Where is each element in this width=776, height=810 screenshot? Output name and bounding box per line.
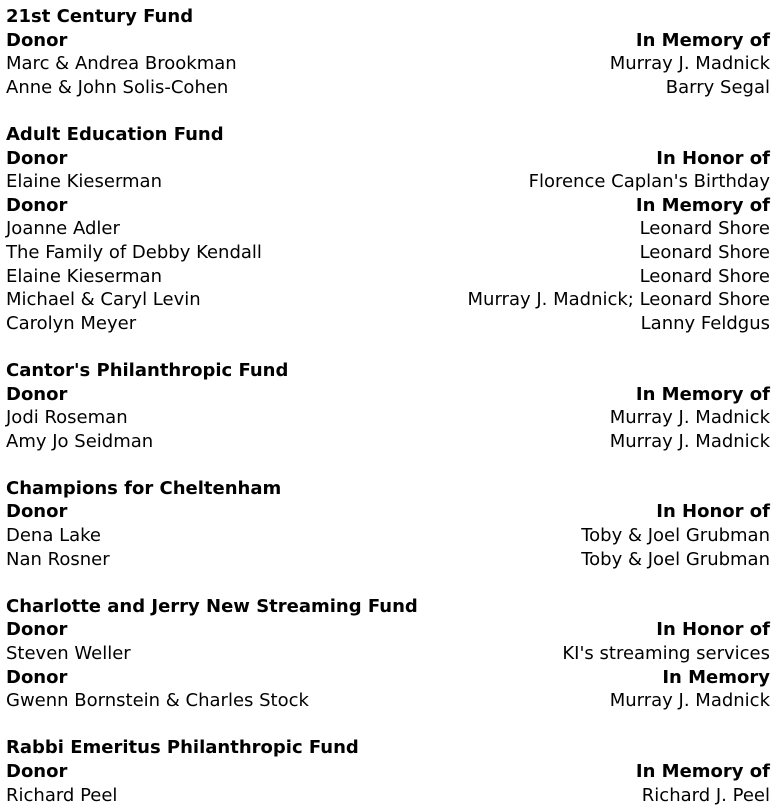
- tribute-column-header: In Honor of: [656, 501, 770, 523]
- tribute-name: Toby & Joel Grubman: [581, 525, 770, 547]
- donor-name: Nan Rosner: [6, 548, 110, 570]
- donor-name: Elaine Kieserman: [6, 171, 162, 193]
- donor-name: Michael & Caryl Levin: [6, 289, 201, 311]
- tribute-name: Murray J. Madnick; Leonard Shore: [467, 289, 770, 311]
- tribute-name: Barry Segal: [665, 76, 770, 98]
- donor-column-header: Donor: [6, 619, 68, 641]
- tribute-name: Murray J. Madnick: [609, 53, 770, 75]
- donation-row: [6, 524, 770, 548]
- donor-name: Gwenn Bornstein & Charles Stock: [6, 690, 309, 712]
- donation-row: [6, 548, 770, 572]
- donor-column-header: Donor: [6, 383, 68, 405]
- tribute-name: Richard J. Peel: [641, 784, 770, 806]
- donation-row: [6, 76, 770, 100]
- donation-row: [6, 642, 770, 666]
- fund-title: 21st Century Fund: [6, 6, 194, 27]
- donor-name: Carolyn Meyer: [6, 312, 137, 334]
- column-header-row: [6, 383, 770, 407]
- column-header-row: [6, 666, 770, 690]
- fund-section: [6, 123, 770, 335]
- tribute-name: Leonard Shore: [639, 265, 770, 287]
- donation-row: [6, 52, 770, 76]
- donation-row: [6, 689, 770, 713]
- fund-section: [6, 5, 770, 99]
- tribute-column-header: In Honor of: [656, 619, 770, 641]
- donor-name: The Family of Debby Kendall: [6, 241, 262, 263]
- tribute-column-header: In Memory: [662, 666, 770, 688]
- donation-row: [6, 784, 770, 808]
- donation-row: [6, 265, 770, 289]
- donation-row: [6, 406, 770, 430]
- donor-name: Anne & John Solis-Cohen: [6, 76, 229, 98]
- tribute-column-header: In Honor of: [656, 147, 770, 169]
- donor-column-header: Donor: [6, 666, 68, 688]
- donor-column-header: Donor: [6, 194, 68, 216]
- tribute-column-header: In Memory of: [635, 761, 770, 782]
- tribute-name: Leonard Shore: [639, 218, 770, 240]
- column-header-row: [6, 194, 770, 218]
- fund-title: Cantor's Philanthropic Fund: [6, 359, 289, 381]
- donor-name: Jodi Roseman: [6, 407, 128, 429]
- donation-row: [6, 241, 770, 265]
- column-header-row: [6, 29, 770, 53]
- fund-section: [6, 359, 770, 453]
- donor-name: Amy Jo Seidman: [6, 430, 154, 452]
- column-header-row: [6, 147, 770, 171]
- tribute-name: Murray J. Madnick: [609, 407, 770, 429]
- donor-name: Dena Lake: [6, 525, 102, 547]
- column-header-row: [6, 760, 770, 784]
- column-header-row: [6, 618, 770, 642]
- donor-name: Richard Peel: [6, 784, 118, 806]
- donor-name: Steven Weller: [6, 643, 131, 665]
- fund-title: Rabbi Emeritus Philanthropic Fund: [6, 737, 359, 759]
- donor-column-header: Donor: [6, 147, 68, 169]
- fund-section: [6, 595, 770, 713]
- tribute-column-header: In Memory of: [635, 29, 770, 51]
- fund-title: Adult Education Fund: [6, 123, 224, 145]
- donation-row: [6, 312, 770, 336]
- donation-row: [6, 217, 770, 241]
- fund-section: [6, 477, 770, 571]
- donation-row: [6, 288, 770, 312]
- tribute-name: Murray J. Madnick: [609, 690, 770, 712]
- donation-row: [6, 430, 770, 454]
- donor-name: Marc & Andrea Brookman: [6, 53, 237, 75]
- donor-column-header: Donor: [6, 501, 68, 523]
- tribute-name: Toby & Joel Grubman: [581, 548, 770, 570]
- fund-title: Charlotte and Jerry New Streaming Fund: [6, 595, 418, 617]
- donor-name: Elaine Kieserman: [6, 265, 162, 287]
- tribute-name: Leonard Shore: [639, 241, 770, 263]
- donor-column-header: Donor: [6, 29, 68, 51]
- tribute-column-header: In Memory of: [635, 383, 770, 405]
- donation-row: [6, 170, 770, 194]
- tribute-name: Florence Caplan's Birthday: [528, 171, 770, 193]
- tribute-name: Lanny Feldgus: [640, 312, 770, 334]
- tribute-name: KI's streaming services: [562, 643, 770, 665]
- column-header-row: [6, 500, 770, 524]
- fund-title: Champions for Cheltenham: [6, 477, 282, 499]
- donor-column-header: Donor: [6, 761, 68, 782]
- fund-section: [6, 736, 770, 807]
- tribute-column-header: In Memory of: [635, 194, 770, 216]
- tribute-name: Murray J. Madnick: [609, 430, 770, 452]
- donor-name: Joanne Adler: [6, 218, 120, 240]
